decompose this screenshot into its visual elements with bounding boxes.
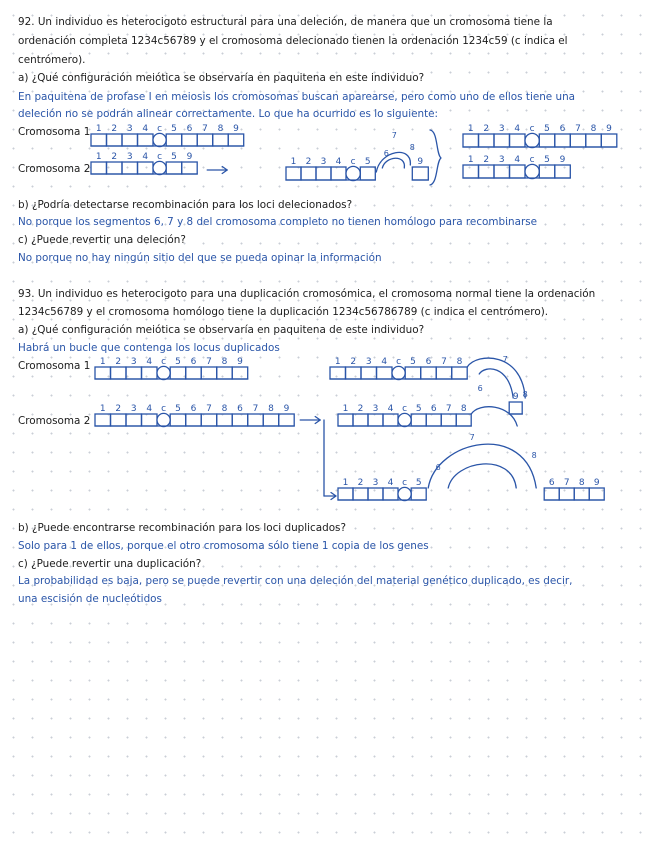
- p93-middle-gene-8: [456, 414, 471, 426]
- p92-chrom1-gene-1: [91, 134, 107, 146]
- p93-chrom1-label-9: 9: [237, 357, 243, 367]
- p93-lower-left-gene-5: [411, 488, 426, 500]
- p93-chrom1-label-5: 5: [175, 357, 181, 367]
- p93-upper-centromere: [392, 366, 405, 379]
- p92-chrom2-label-5: 5: [171, 152, 177, 162]
- p93-chrom1-label-1: 1: [99, 357, 106, 367]
- p93-middle-label-7: 7: [445, 404, 452, 414]
- p92-chrom1-label-8: 8: [217, 124, 224, 134]
- p92-chrom1-label-c: c: [157, 124, 163, 134]
- p92-chrom2-gene-4: [138, 162, 154, 174]
- p93-chrom2-label-c: c: [161, 404, 167, 414]
- p93-upper-label-4: 4: [381, 357, 388, 367]
- p92-chrom1-gene-4: [138, 134, 154, 146]
- p93-lower-right-gene-7: [559, 488, 574, 500]
- p92-result-full-label-1: 1: [467, 124, 474, 134]
- p93-chrom2-label-9: 9: [283, 404, 290, 414]
- p92-result-full-label-7: 7: [575, 124, 581, 134]
- p93-upper-gene-8: [452, 367, 468, 379]
- p93-upper-tail-gene-9: [509, 402, 522, 414]
- p92-chrom1-centromere: [153, 133, 166, 146]
- p92-pair-left-gene-2: [301, 167, 316, 180]
- p92-pair-left-gene-1: [286, 167, 301, 180]
- problem-93-question-b: b) ¿Puede encontrarse recombinación para los loci duplicados?: [18, 522, 346, 534]
- p93-chrom2-gene-9: [279, 414, 295, 426]
- p92-chrom1-label-1: 1: [95, 124, 102, 134]
- p92-chrom2-gene-1: [91, 162, 107, 174]
- p92-result-del-gene-4: [510, 165, 526, 178]
- p93-chrom1-label-3: 3: [130, 357, 137, 367]
- p93-chrom2-label-1: 1: [99, 404, 106, 414]
- problem-92-chromosome-1-label: Cromosoma 1: [18, 126, 91, 138]
- p93-upper-gene-2: [346, 367, 362, 379]
- p92-chrom2-gene-3: [122, 162, 138, 174]
- p93-chrom2-label-2: 2: [115, 404, 122, 414]
- p93-middle-gene-7: [441, 414, 456, 426]
- p92-result-full-centromere: [525, 133, 539, 147]
- p92-pair-left-gene-3: [316, 167, 331, 180]
- p93-chrom2-gene-8: [263, 414, 279, 426]
- p92-chrom1-gene-2: [107, 134, 123, 146]
- p92-result-del-label-4: 4: [514, 155, 521, 165]
- p93-chrom2-gene-6: [232, 414, 248, 426]
- problem-92-line-3: centrómero).: [18, 54, 86, 66]
- p92-result-full-label-5: 5: [544, 124, 550, 134]
- p93-middle-gene-4: [383, 414, 398, 426]
- problem-93-answer-a: Habrá un bucle que contenga los locus duplicados: [18, 342, 280, 354]
- problem-92-question-b: b) ¿Podría detectarse recombinación para los loci delecionados?: [18, 199, 353, 211]
- p92-chrom2-label-4: 4: [142, 152, 149, 162]
- p92-chrom1-label-3: 3: [126, 124, 133, 134]
- p93-middle-label-3: 3: [372, 404, 379, 414]
- p92-chrom1-label-5: 5: [171, 124, 177, 134]
- p93-middle-label-6: 6: [430, 404, 437, 414]
- p93-middle-label-1: 1: [342, 404, 349, 414]
- p93-upper-label-7: 7: [441, 357, 447, 367]
- p92-chrom2-centromere: [153, 161, 166, 174]
- p93-chrom2-gene-1: [95, 414, 111, 426]
- p92-result-del-gene-1: [463, 165, 479, 178]
- problem-92-question-a: a) ¿Qué configuración meiótica se observaría en paquitena en este individuo?: [18, 72, 425, 84]
- p93-chrom1-label-8: 8: [221, 357, 228, 367]
- p92-result-del-label-1: 1: [467, 155, 474, 165]
- p93-chrom2-centromere: [157, 413, 170, 426]
- p93-chrom2-gene-4: [142, 414, 158, 426]
- problem-92-answer-c: No porque no hay ningún sitio del que se pueda opinar la información: [18, 252, 382, 264]
- p93-chrom2-gene-5: [170, 414, 186, 426]
- p93-chrom1-gene-3: [126, 367, 142, 379]
- p93-chrom2-label-5: 5: [175, 404, 181, 414]
- p92-result-full-gene-5: [539, 134, 555, 147]
- p93-chrom2-label-8: 8: [268, 404, 274, 414]
- p93-lower-right-gene-8: [574, 488, 589, 500]
- p93-chrom2-label-6: 6: [190, 404, 197, 414]
- p92-pair-left-label-5: 5: [364, 157, 371, 167]
- p92-chrom1-label-4: 4: [142, 124, 149, 134]
- p93-lower-left-label-1: 1: [342, 478, 349, 488]
- p92-result-del-label-3: 3: [498, 155, 505, 165]
- p92-chrom2-gene-5: [166, 162, 182, 174]
- p93-chrom2-label-8: 8: [221, 404, 228, 414]
- p93-chrom2-gene-7: [248, 414, 264, 426]
- problem-92-answer-b: No porque los segmentos 6, 7 y 8 del cromosoma completo no tienen homólogo para recombinarse: [18, 216, 538, 228]
- p92-chrom1-gene-6: [182, 134, 198, 146]
- problem-92-answer-a-line-2: deleción no se podrán alinear correctamente. Lo que ha ocurrido es lo siguiente:: [18, 108, 439, 120]
- p93-chrom1-label-c: c: [161, 357, 167, 367]
- p93-lower-left-gene-1: [338, 488, 353, 500]
- p93-lower-right-label-7: 7: [563, 478, 570, 488]
- problem-92-answer-a-line-1: En paquitena de profase I en meiosis los cromosomas buscan aparearse, pero como uno de ellos tiene una: [18, 91, 576, 103]
- p92-pair-left-label-1: 1: [290, 157, 297, 167]
- p93-chrom1-gene-7: [201, 367, 217, 379]
- p92-chrom1-gene-8: [213, 134, 229, 146]
- p93-lower-right-label-6: 6: [548, 478, 555, 488]
- problem-93-chromosome-1-label: Cromosoma 1: [18, 360, 91, 372]
- p93-upper-label-5: 5: [410, 357, 416, 367]
- p92-result-del-centromere: [525, 164, 539, 178]
- p92-chrom1-gene-5: [166, 134, 182, 146]
- p93-middle-label-2: 2: [357, 404, 364, 414]
- problem-93-line-2: 1234c56789 y el cromosoma homólogo tiene la duplicación 1234c56786789 (c indica el centrómero).: [18, 306, 549, 318]
- problem-93-answer-c-line-2: una escisión de nucleótidos: [18, 593, 162, 605]
- p92-result-full-label-c: c: [529, 124, 535, 134]
- problem-92-chromosome-2-label: Cromosoma 2: [18, 163, 91, 175]
- p93-chrom1-label-4: 4: [146, 357, 153, 367]
- p93-lower-left-label-c: c: [402, 478, 408, 488]
- p92-pair-left-centromere: [346, 166, 360, 180]
- p93-lower-loop-label-6: 6: [435, 463, 441, 472]
- p93-chrom2-label-6: 6: [237, 404, 243, 414]
- p93-upper-label-3: 3: [365, 357, 372, 367]
- problem-92-line-2: ordenación completa 1234c56789 y el cromosoma delecionado tienen la ordenación 1234c59 (c indica el: [18, 35, 568, 47]
- p92-result-full-label-3: 3: [498, 124, 505, 134]
- p93-lower-left-label-2: 2: [357, 478, 364, 488]
- p92-result-full-gene-6: [555, 134, 571, 147]
- p93-middle-gene-5: [411, 414, 426, 426]
- p93-upper-label-8: 8: [456, 357, 463, 367]
- p92-result-del-label-5: 5: [544, 155, 550, 165]
- p92-pair-left-label-2: 2: [305, 157, 312, 167]
- problem-93-question-c: c) ¿Puede revertir una duplicación?: [18, 558, 202, 570]
- p92-chrom2-label-2: 2: [111, 152, 118, 162]
- problem-92-line-1: 92. Un individuo es heterocigoto estructural para una deleción, de manera que un cromosoma tiene la: [18, 16, 553, 28]
- p93-chrom2-gene-6: [186, 414, 202, 426]
- p92-chrom1-label-7: 7: [202, 124, 208, 134]
- p92-result-full-gene-8: [586, 134, 602, 147]
- p92-result-del-gene-3: [494, 165, 510, 178]
- p93-upper-label-2: 2: [350, 357, 357, 367]
- p92-pair-left-gene-5: [360, 167, 375, 180]
- p93-chrom2-label-3: 3: [130, 404, 137, 414]
- p93-upper-gene-6: [421, 367, 437, 379]
- p93-lower-left-centromere: [398, 487, 411, 500]
- p93-chrom1-gene-5: [170, 367, 186, 379]
- p93-middle-label-5: 5: [415, 404, 422, 414]
- p92-chrom1-gene-9: [228, 134, 244, 146]
- p93-lower-right-label-8: 8: [578, 478, 585, 488]
- p93-middle-label-4: 4: [387, 404, 394, 414]
- problem-92-question-c: c) ¿Puede revertir una deleción?: [18, 234, 186, 246]
- p93-lower-right-gene-6: [544, 488, 559, 500]
- p92-result-del-label-9: 9: [559, 155, 566, 165]
- p93-lower-right-gene-9: [589, 488, 604, 500]
- p92-bracket: [430, 130, 441, 185]
- p92-pair-left-label-c: c: [350, 157, 356, 167]
- p93-chrom2-label-7: 7: [206, 404, 212, 414]
- p93-lower-loop-outer: [428, 444, 536, 488]
- p93-upper-gene-7: [436, 367, 452, 379]
- p92-deletion-loop: [376, 152, 410, 172]
- p93-middle-loop: [471, 407, 517, 426]
- p92-pair-right-gene-9: [412, 167, 428, 180]
- p93-upper-loop-label-8: 8: [522, 390, 528, 399]
- p93-lower-left-gene-4: [383, 488, 398, 500]
- p93-lower-left-gene-3: [368, 488, 383, 500]
- p92-result-full-gene-1: [463, 134, 479, 147]
- p92-pair-right-label-9: 9: [417, 157, 424, 167]
- p93-middle-centromere: [398, 413, 411, 426]
- p92-chrom2-label-c: c: [157, 152, 163, 162]
- p93-chrom2-gene-3: [126, 414, 142, 426]
- p93-chrom1-label-6: 6: [190, 357, 197, 367]
- p93-upper-loop-inner: [479, 369, 513, 398]
- problem-93-question-a: a) ¿Qué configuración meiótica se observaría en paquitena de este individuo?: [18, 324, 425, 336]
- p93-chrom1-gene-2: [111, 367, 127, 379]
- p93-upper-label-1: 1: [334, 357, 341, 367]
- p93-middle-gene-6: [426, 414, 441, 426]
- p92-pair-left-label-4: 4: [335, 157, 342, 167]
- p92-chrom1-label-2: 2: [111, 124, 118, 134]
- p93-lower-left-gene-2: [353, 488, 368, 500]
- p93-upper-gene-5: [405, 367, 421, 379]
- p93-lower-loop-label-7: 7: [469, 433, 475, 442]
- p93-chrom2-gene-8: [217, 414, 233, 426]
- p92-chrom2-label-3: 3: [126, 152, 133, 162]
- p92-chrom1-label-9: 9: [233, 124, 239, 134]
- p93-chrom2-label-4: 4: [146, 404, 153, 414]
- p93-chrom1-gene-9: [232, 367, 248, 379]
- p92-result-full-label-6: 6: [559, 124, 566, 134]
- p93-upper-label-c: c: [396, 357, 402, 367]
- problem-93-chromosome-2-label: Cromosoma 2: [18, 415, 91, 427]
- p92-result-full-gene-4: [510, 134, 526, 147]
- p92-loop-label-6: 6: [383, 149, 389, 158]
- p93-chrom1-label-2: 2: [115, 357, 122, 367]
- p93-lower-left-label-4: 4: [387, 478, 394, 488]
- p93-chrom1-label-7: 7: [206, 357, 212, 367]
- p92-result-del-gene-2: [479, 165, 495, 178]
- p93-middle-label-c: c: [402, 404, 408, 414]
- p93-chrom2-gene-7: [201, 414, 217, 426]
- p92-deletion-loop-inner: [382, 158, 404, 168]
- problem-93-answer-b: Solo para 1 de ellos, porque el otro cromosoma sólo tiene 1 copia de los genes: [18, 540, 429, 552]
- p93-chrom1-gene-4: [142, 367, 158, 379]
- p92-result-full-gene-2: [479, 134, 495, 147]
- p93-chrom2-label-7: 7: [252, 404, 259, 414]
- p93-lower-loop-label-8: 8: [531, 451, 537, 460]
- p93-middle-label-8: 8: [460, 404, 467, 414]
- p93-middle-gene-2: [353, 414, 368, 426]
- p92-chrom2-label-1: 1: [95, 152, 102, 162]
- p93-upper-gene-1: [330, 367, 346, 379]
- p92-pair-left-gene-4: [331, 167, 346, 180]
- p93-middle-gene-3: [368, 414, 383, 426]
- p93-upper-label-6: 6: [425, 357, 432, 367]
- p92-chrom2-gene-9: [182, 162, 198, 174]
- p92-chrom2-gene-2: [107, 162, 123, 174]
- p92-chrom1-gene-3: [122, 134, 138, 146]
- p92-result-del-gene-9: [555, 165, 571, 178]
- p92-result-full-gene-7: [570, 134, 586, 147]
- p93-lower-left-label-3: 3: [372, 478, 379, 488]
- p92-loop-label-8: 8: [409, 143, 415, 152]
- p93-upper-tail-label-9: 9: [512, 392, 519, 402]
- p92-result-full-label-8: 8: [590, 124, 597, 134]
- p92-pair-left-label-3: 3: [320, 157, 327, 167]
- p92-result-del-label-2: 2: [483, 155, 490, 165]
- p93-chrom2-gene-2: [111, 414, 127, 426]
- p92-result-del-gene-5: [539, 165, 555, 178]
- problem-93-answer-c-line-1: La probabilidad es baja, pero se puede revertir con una deleción del material genético duplicado, es decir,: [18, 575, 573, 587]
- p92-result-full-gene-3: [494, 134, 510, 147]
- p93-middle-gene-1: [338, 414, 353, 426]
- p93-lower-left-label-5: 5: [415, 478, 422, 488]
- p92-chrom1-label-6: 6: [186, 124, 193, 134]
- p93-upper-loop-label-6: 6: [477, 384, 483, 393]
- p92-chrom1-gene-7: [197, 134, 213, 146]
- p92-result-full-gene-9: [601, 134, 617, 147]
- p93-chrom1-centromere: [157, 366, 170, 379]
- p93-chrom1-gene-1: [95, 367, 111, 379]
- p93-lower-right-label-9: 9: [593, 478, 600, 488]
- p92-chrom2-label-9: 9: [186, 152, 193, 162]
- problem-93-line-1: 93. Un individuo es heterocigoto para una duplicación cromosómica, el cromosoma normal tiene la ordenación: [18, 288, 596, 300]
- p92-result-full-label-9: 9: [606, 124, 612, 134]
- p93-chrom1-gene-8: [217, 367, 233, 379]
- p93-upper-loop-label-7: 7: [502, 355, 508, 364]
- p93-upper-gene-4: [377, 367, 393, 379]
- p92-loop-label-7: 7: [391, 131, 397, 140]
- p92-result-del-label-c: c: [529, 155, 535, 165]
- p93-lower-loop-inner: [448, 464, 516, 488]
- p92-result-full-label-4: 4: [514, 124, 521, 134]
- p92-result-full-label-2: 2: [483, 124, 490, 134]
- p93-upper-gene-3: [361, 367, 377, 379]
- p93-chrom1-gene-6: [186, 367, 202, 379]
